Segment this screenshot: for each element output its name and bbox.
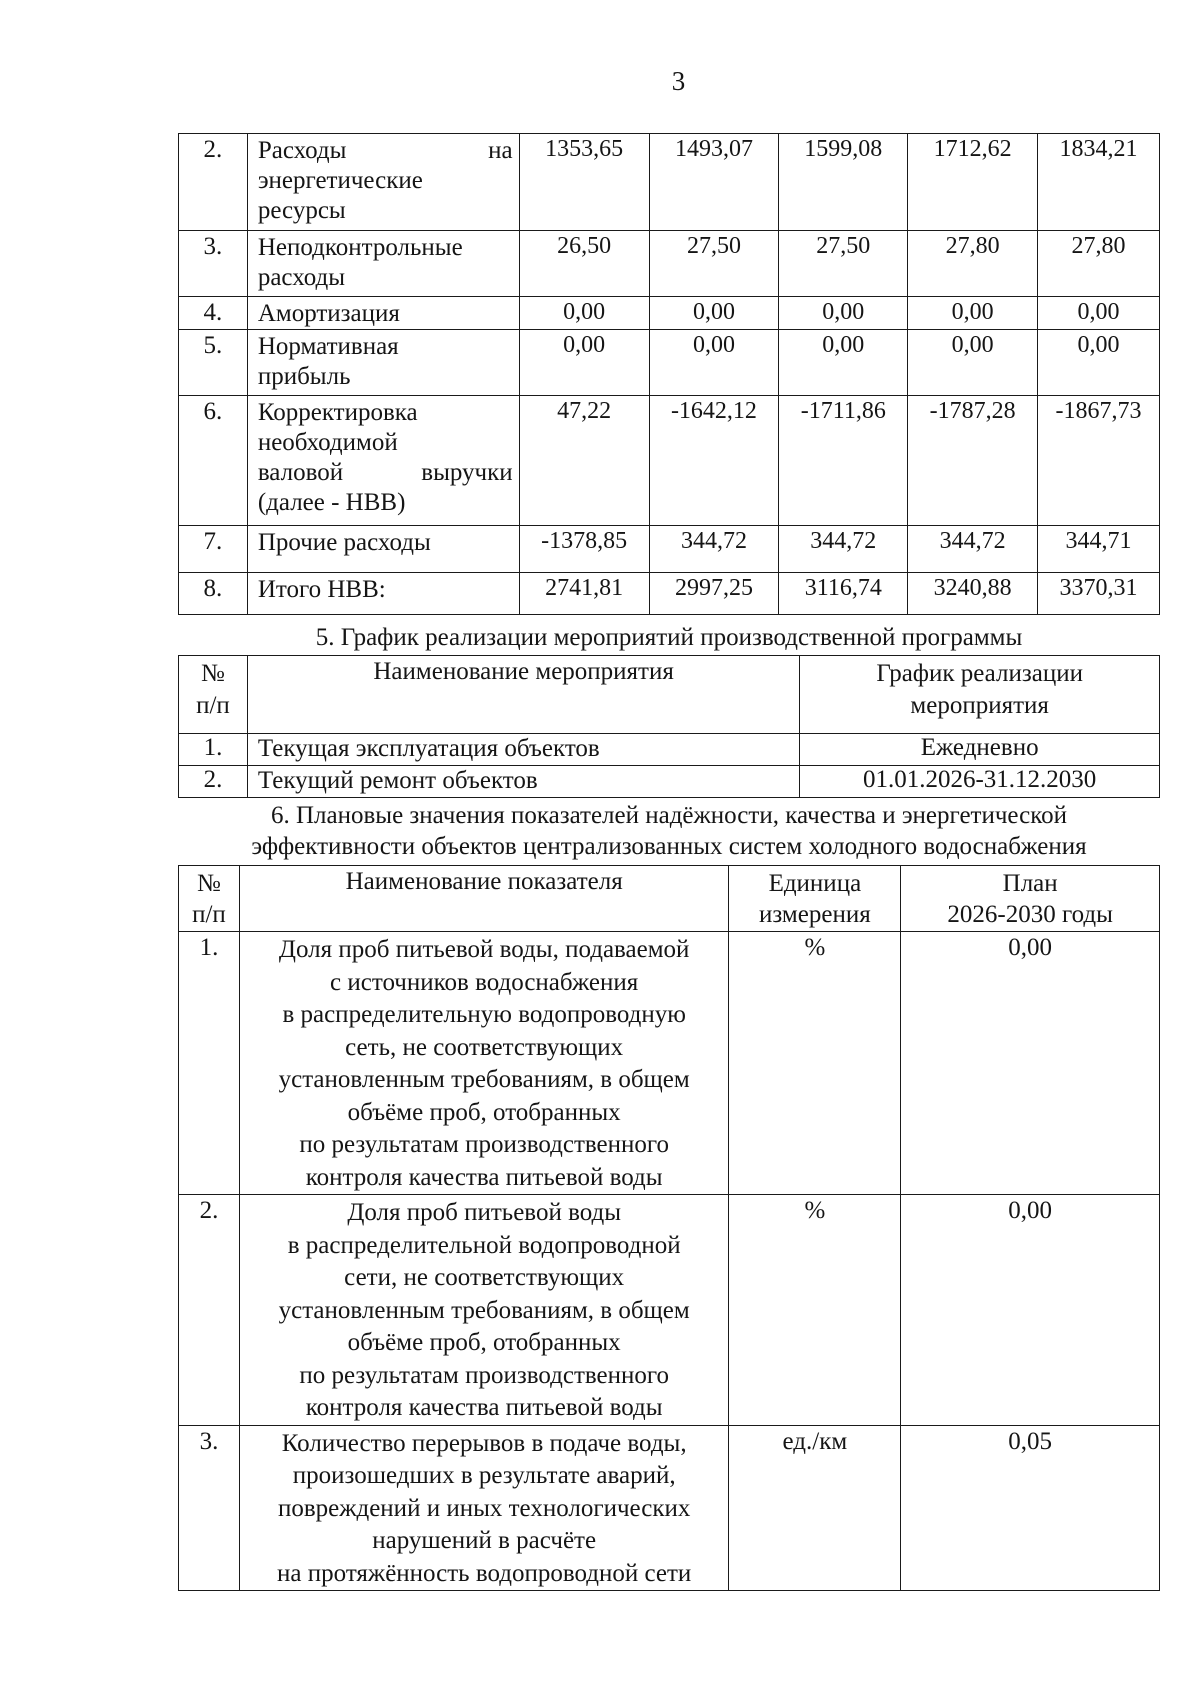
row-name: Корректировка необходимой валовой выручки (далее - НВВ) [247, 396, 519, 526]
value-cell: 0,00 [519, 330, 649, 396]
row-name: Амортизация [247, 297, 519, 330]
column-header-name: Наименование мероприятия [247, 656, 799, 734]
indicator-plan: 0,00 [901, 932, 1160, 1195]
row-name: Текущая эксплуатация объектов [247, 734, 799, 766]
row-number: 1. [179, 932, 240, 1195]
indicator-plan: 0,00 [901, 1195, 1160, 1426]
table-row [179, 1425, 1160, 1591]
table-row [179, 526, 1160, 573]
column-header-unit: Единица измерения [729, 866, 901, 932]
value-cell: 0,00 [649, 330, 779, 396]
value-cell: 0,00 [779, 297, 908, 330]
value-cell: 344,71 [1038, 526, 1160, 573]
value-cell: 1493,07 [649, 134, 779, 231]
table-row [179, 297, 1160, 330]
value-cell: -1867,73 [1038, 396, 1160, 526]
indicator-unit: % [729, 1195, 901, 1426]
row-number: 1. [179, 734, 248, 766]
row-name: Нормативная прибыль [247, 330, 519, 396]
table-row [179, 766, 1160, 798]
value-cell: 1834,21 [1038, 134, 1160, 231]
value-cell: 0,00 [779, 330, 908, 396]
row-number: 4. [179, 297, 248, 330]
table-row [179, 932, 1160, 1195]
row-number: 2. [179, 766, 248, 798]
value-cell: 0,00 [908, 330, 1038, 396]
value-cell: 2997,25 [649, 573, 779, 615]
section-6-title: 6. Плановые значения показателей надёжности, качества и энергетической эффективности объектов централизованных систем холодного водоснабжения [251, 802, 1087, 860]
value-cell: 1353,65 [519, 134, 649, 231]
indicator-name: Доля проб питьевой воды в распределительной водопроводной сети, не соответствующих установленным требованиям, в общем объёме проб, отобранных по результатам производственного контроля качества питьевой воды [239, 1195, 729, 1426]
value-cell: 3370,31 [1038, 573, 1160, 615]
value-cell: -1711,86 [779, 396, 908, 526]
row-name: Итого НВВ: [247, 573, 519, 615]
value-cell: 1712,62 [908, 134, 1038, 231]
row-number: 6. [179, 396, 248, 526]
table-row [179, 1195, 1160, 1426]
value-cell: 344,72 [649, 526, 779, 573]
row-name: Расходы на энергетические ресурсы [247, 134, 519, 231]
value-cell: 47,22 [519, 396, 649, 526]
schedule-table [178, 655, 1160, 798]
table-row [179, 330, 1160, 396]
value-cell: -1378,85 [519, 526, 649, 573]
value-cell: 27,80 [1038, 231, 1160, 297]
table-header-row [179, 866, 1160, 932]
value-cell: 26,50 [519, 231, 649, 297]
value-cell: 0,00 [1038, 330, 1160, 396]
value-cell: 0,00 [908, 297, 1038, 330]
value-cell: 0,00 [649, 297, 779, 330]
column-header-number: № п/п [179, 656, 248, 734]
row-number: 2. [179, 134, 248, 231]
indicator-name: Доля проб питьевой воды, подаваемой с источников водоснабжения в распределительную водопроводную сеть, не соответствующих установленным требованиям, в общем объёме проб, отобранных по результатам производственного контроля качества питьевой воды [239, 932, 729, 1195]
row-name: Прочие расходы [247, 526, 519, 573]
value-cell: 344,72 [779, 526, 908, 573]
value-cell: 27,80 [908, 231, 1038, 297]
table-row [179, 396, 1160, 526]
column-header-name: Наименование показателя [239, 866, 729, 932]
row-number: 3. [179, 1425, 240, 1591]
value-cell: 27,50 [649, 231, 779, 297]
section-5-title: 5. График реализации мероприятий производственной программы [315, 624, 1023, 651]
value-cell: 0,00 [519, 297, 649, 330]
row-schedule: 01.01.2026-31.12.2030 [800, 766, 1160, 798]
value-cell: 3116,74 [779, 573, 908, 615]
table-header-row [179, 656, 1160, 734]
table-row [179, 134, 1160, 231]
row-number: 7. [179, 526, 248, 573]
value-cell: 2741,81 [519, 573, 649, 615]
indicator-unit: ед./км [729, 1425, 901, 1591]
column-header-schedule: График реализации мероприятия [800, 656, 1160, 734]
page-number: 3 [671, 66, 686, 96]
indicators-table [178, 865, 1160, 1591]
value-cell: 3240,88 [908, 573, 1038, 615]
value-cell: 1599,08 [779, 134, 908, 231]
value-cell: -1787,28 [908, 396, 1038, 526]
row-number: 3. [179, 231, 248, 297]
indicator-plan: 0,05 [901, 1425, 1160, 1591]
row-number: 8. [179, 573, 248, 615]
value-cell: 0,00 [1038, 297, 1160, 330]
column-header-plan: План 2026-2030 годы [901, 866, 1160, 932]
table-row [179, 734, 1160, 766]
value-cell: 27,50 [779, 231, 908, 297]
row-schedule: Ежедневно [800, 734, 1160, 766]
value-cell: -1642,12 [649, 396, 779, 526]
row-name: Текущий ремонт объектов [247, 766, 799, 798]
value-cell: 344,72 [908, 526, 1038, 573]
table-row [179, 573, 1160, 615]
budget-table [178, 133, 1160, 615]
indicator-unit: % [729, 932, 901, 1195]
column-header-number: № п/п [179, 866, 240, 932]
row-name: Неподконтрольные расходы [247, 231, 519, 297]
table-row [179, 231, 1160, 297]
indicator-name: Количество перерывов в подаче воды, произошедших в результате аварий, повреждений и иных технологических нарушений в расчёте на протяжённость водопроводной сети [239, 1425, 729, 1591]
row-number: 5. [179, 330, 248, 396]
row-number: 2. [179, 1195, 240, 1426]
